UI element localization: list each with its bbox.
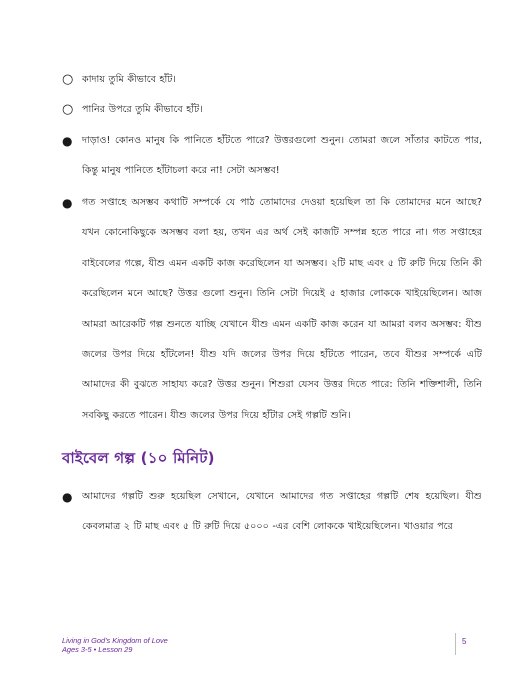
list-item-text: গত সপ্তাহে অসম্ভব কথাটি সম্পর্কে যে পাঠ তোমাদের দেওয়া হয়েছিল তা কি তোমাদের মনে আছে? যখন কোনোকিছুকে অসম্ভব বলা হয়, তখন এর অর্থ সেই কাজটি সম্পন্ন হতে পারে না। গত সপ্তাহের বাইবেলের গল্পে, যীশু এমন একটি কাজ করেছিলেন যা অসম্ভব। ২টি মাছ এবং ৫ টি রুটি দিয়ে তিনি কী করেছিলেন মনে আছে? উত্তর গুলো শুনুন। তিনি সেটা দিয়েই ৫ হাজার লোককে খাইয়েছিলেন। আজ আমরা আরেকটি গল্প শুনতে যাচ্ছি যেখানে যীশু এমন একটি কাজ করেন যা আমরা বলব অসম্ভব: যীশু জলের উপর দিয়ে হাঁটলেন! যীশু যদি জলের উপর দিয়ে হাঁটতে পারেন, তবে যীশুর সম্পর্কে এটি আমাদের কী বুঝতে সাহায্য করে? উত্তর শুনুন। শিশুরা যেসব উত্তর দিতে পারে: তিনি শক্তিশালী, তিনি সবকিছু করতে পারেন। যীশু জলের উপর দিয়ে হাঁটার সেই গল্পটি শুনি।	[82, 197, 482, 421]
hollow-bullet-icon: ○	[62, 102, 74, 117]
footer-divider	[455, 633, 456, 655]
filled-bullet-icon: ●	[62, 490, 73, 504]
list-item-text: কাদায় তুমি কীভাবে হাঁট।	[82, 74, 176, 85]
filled-bullet-icon: ●	[62, 196, 73, 210]
section-heading: বাইবেল গল্প (১০ মিনিট)	[62, 449, 215, 467]
filled-bullet-icon: ●	[62, 134, 73, 148]
footer	[62, 636, 168, 654]
list-item-text: দাড়াও! কোনও মানুষ কি পানিতে হাঁটতে পারে? উত্তরগুলো শুনুন। তোমরা জলে সাঁতার কাটতে পার, কিন্তু মানুষ পানিতে হাঁটাচলা করে না! সেটা অসম্ভব!	[82, 135, 482, 177]
hollow-bullet-icon: ○	[62, 72, 74, 87]
list-item-text: আমাদের গল্পটি শুরু হয়েছিল সেখানে, যেখানে আমাদের গত সপ্তাহের গল্পটি শেষ হয়েছিল। যীশু কেবলমাত্র ২ টি মাছ এবং ৫ টি রুটি দিয়ে ৫০০০ -এর বেশি লোককে খাইয়েছিলেন। খাওয়ার পরে	[82, 491, 482, 533]
footer-title: Living in God's Kingdom of Love	[62, 636, 168, 645]
page-number: 5	[462, 637, 467, 646]
footer-lesson: Ages 3-5 • Lesson 29	[62, 645, 133, 654]
list-item-text: পানির উপরে তুমি কীভাবে হাঁট।	[82, 104, 203, 115]
